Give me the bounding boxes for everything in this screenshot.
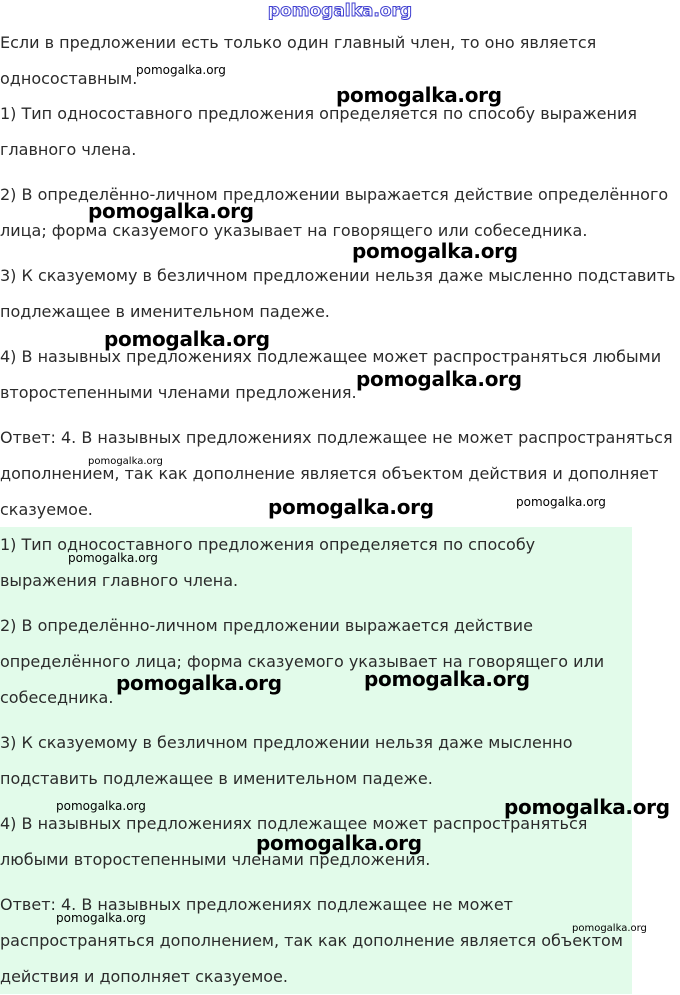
answer-line-1: Ответ: 4. В назывных предложениях подлежащее не может распространяться bbox=[0, 428, 673, 447]
box-line-6: 3) К сказуемому в безличном предложении нельзя даже мысленно bbox=[0, 733, 573, 752]
box-line-7: подставить подлежащее в именительном падеже. bbox=[0, 769, 433, 788]
watermark: pomogalka.org bbox=[56, 799, 146, 813]
watermark: pomogalka.org bbox=[364, 667, 530, 691]
watermark: pomogalka.org bbox=[516, 495, 606, 509]
statement-2-line-1: 2) В определённо-личном предложении выражается действие определённого bbox=[0, 185, 669, 204]
box-line-8: 4) В назывных предложениях подлежащее может распространяться bbox=[0, 814, 588, 833]
watermark: pomogalka.org bbox=[352, 239, 518, 263]
watermark: pomogalka.org bbox=[356, 367, 522, 391]
box-line-4: определённого лица; форма сказуемого указывает на говорящего или bbox=[0, 652, 605, 671]
answer-line-2: дополнением, так как дополнение является объектом действия и дополняет bbox=[0, 464, 659, 483]
watermark: pomogalka.org bbox=[104, 327, 270, 351]
box-line-1: 1) Тип односоставного предложения определяется по способу bbox=[0, 535, 536, 554]
watermark: pomogalka.org bbox=[88, 456, 163, 467]
box-line-10: Ответ: 4. В назывных предложениях подлежащее не может bbox=[0, 895, 513, 914]
statement-4-line-1: 4) В назывных предложениях подлежащее может распространяться любыми bbox=[0, 347, 662, 366]
watermark: pomogalka.org bbox=[572, 923, 647, 934]
box-line-5: собеседника. bbox=[0, 688, 114, 707]
watermark: pomogalka.org bbox=[268, 495, 434, 519]
statement-4-line-2: второстепенными членами предложения. bbox=[0, 383, 357, 402]
box-line-2: выражения главного члена. bbox=[0, 571, 239, 590]
box-line-12: действия и дополняет сказуемое. bbox=[0, 967, 288, 986]
watermark: pomogalka.org bbox=[116, 671, 282, 695]
box-line-9: любыми второстепенными членами предложения. bbox=[0, 850, 431, 869]
watermark: pomogalka.org bbox=[68, 551, 158, 565]
answer-line-3: сказуемое. bbox=[0, 500, 93, 519]
intro-line-2: односоставным. bbox=[0, 69, 138, 88]
statement-1-line-1: 1) Тип односоставного предложения определяется по способу выражения bbox=[0, 104, 637, 123]
watermark: pomogalka.org bbox=[88, 199, 254, 223]
statement-3-line-1: 3) К сказуемому в безличном предложении нельзя даже мысленно подставить bbox=[0, 266, 676, 285]
box-line-11: распространяться дополнением, так как дополнение является объектом bbox=[0, 931, 623, 950]
statement-1-line-2: главного члена. bbox=[0, 140, 137, 159]
watermark: pomogalka.org bbox=[56, 911, 146, 925]
box-line-3: 2) В определённо-личном предложении выражается действие bbox=[0, 616, 533, 635]
watermark: pomogalka.org bbox=[504, 795, 670, 819]
site-header-logo[interactable]: pomogalka.org bbox=[267, 1, 413, 21]
watermark: pomogalka.org bbox=[336, 83, 502, 107]
intro-line-1: Если в предложении есть только один главный член, то оно является bbox=[0, 33, 597, 52]
statement-2-line-2: лица; форма сказуемого указывает на говорящего или собеседника. bbox=[0, 221, 588, 240]
watermark: pomogalka.org bbox=[256, 831, 422, 855]
watermark: pomogalka.org bbox=[136, 63, 226, 77]
statement-3-line-2: подлежащее в именительном падеже. bbox=[0, 302, 330, 321]
